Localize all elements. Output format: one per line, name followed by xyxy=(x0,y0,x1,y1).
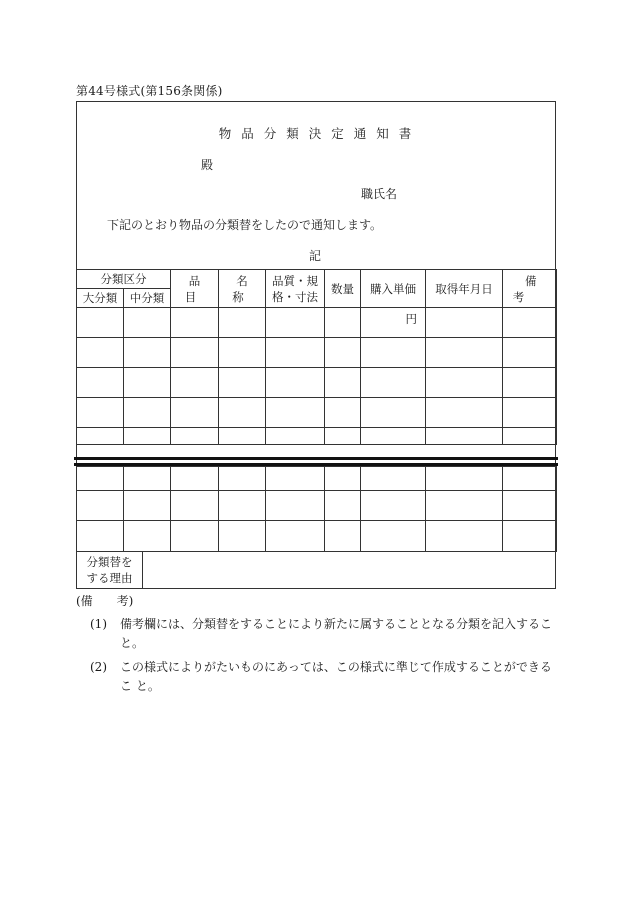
table-row xyxy=(77,467,557,491)
note-number: (2) xyxy=(90,660,107,674)
notice-body-text: 下記のとおり物品の分類替をしたので通知します。 xyxy=(107,218,383,232)
table-cell[interactable] xyxy=(77,398,124,428)
table-cell[interactable] xyxy=(361,428,426,445)
major-class-header: 大分類 xyxy=(77,289,124,308)
table-row xyxy=(77,398,557,428)
table-cell[interactable] xyxy=(171,338,219,368)
officer-name-label: 職氏名 xyxy=(361,187,398,201)
table-cell[interactable] xyxy=(171,521,219,552)
table-cell[interactable] xyxy=(503,398,557,428)
table-cell[interactable] xyxy=(503,491,557,521)
table-cell[interactable] xyxy=(503,521,557,552)
quantity-header: 数量 xyxy=(325,270,361,308)
notes-section xyxy=(76,592,556,701)
table-cell[interactable] xyxy=(124,368,171,398)
table-cell[interactable] xyxy=(266,521,325,552)
note-number: (1) xyxy=(90,617,107,631)
table-cell[interactable] xyxy=(426,467,503,491)
table-cell[interactable] xyxy=(219,467,266,491)
table-cell[interactable] xyxy=(361,398,426,428)
classification-table xyxy=(76,269,592,445)
table-cell[interactable] xyxy=(266,467,325,491)
document-title xyxy=(0,124,630,142)
table-cell[interactable] xyxy=(361,338,426,368)
table-cell[interactable] xyxy=(361,521,426,552)
break-line-upper xyxy=(74,457,558,460)
yen-unit-cell[interactable]: 円 xyxy=(361,308,426,338)
table-cell[interactable] xyxy=(325,338,361,368)
table-cell[interactable] xyxy=(426,308,503,338)
table-cell[interactable] xyxy=(503,308,557,338)
table-cell[interactable] xyxy=(77,521,124,552)
table-cell[interactable] xyxy=(426,368,503,398)
document-title-text: 物品分類決定通知書 xyxy=(218,126,422,141)
table-cell[interactable] xyxy=(266,491,325,521)
classification-group-header: 分類区分 xyxy=(77,270,171,289)
name-header: 名 称 xyxy=(219,270,266,308)
table-cell[interactable] xyxy=(503,338,557,368)
table-cell[interactable] xyxy=(171,491,219,521)
table-cell[interactable] xyxy=(219,491,266,521)
note-text: 備考欄には、分類替をすることにより新たに属することとなる分類を記入するこ と。 xyxy=(120,617,553,650)
table-cell[interactable] xyxy=(266,368,325,398)
table-cell[interactable] xyxy=(219,398,266,428)
acquired-date-header: 取得年月日 xyxy=(426,270,503,308)
table-cell[interactable] xyxy=(77,308,124,338)
reason-input-cell[interactable] xyxy=(143,552,556,589)
table-row xyxy=(77,368,557,398)
table-cell[interactable] xyxy=(325,428,361,445)
table-row xyxy=(77,308,557,338)
table-cell[interactable] xyxy=(124,491,171,521)
table-cell[interactable] xyxy=(266,398,325,428)
table-cell[interactable] xyxy=(124,428,171,445)
note-item xyxy=(90,658,556,696)
table-row xyxy=(77,428,557,445)
table-cell[interactable] xyxy=(361,467,426,491)
remarks-header: 備 考 xyxy=(503,270,557,308)
table-cell[interactable] xyxy=(219,338,266,368)
table-cell[interactable] xyxy=(503,467,557,491)
unit-price-header: 購入単価 xyxy=(361,270,426,308)
note-text: この様式によりがたいものにあっては、この様式に準じて作成することができるこ と。 xyxy=(120,660,552,693)
table-cell[interactable] xyxy=(325,521,361,552)
reason-table xyxy=(76,551,556,589)
table-cell[interactable] xyxy=(503,368,557,398)
addressee-suffix: 殿 xyxy=(201,158,214,172)
table-cell[interactable] xyxy=(426,428,503,445)
table-cell[interactable] xyxy=(426,521,503,552)
table-row xyxy=(77,521,557,552)
table-cell[interactable] xyxy=(219,308,266,338)
table-cell[interactable] xyxy=(266,428,325,445)
table-cell[interactable] xyxy=(219,368,266,398)
table-cell[interactable] xyxy=(77,338,124,368)
note-item xyxy=(90,615,556,653)
table-cell[interactable] xyxy=(325,467,361,491)
table-cell[interactable] xyxy=(124,398,171,428)
table-cell[interactable] xyxy=(77,491,124,521)
form-number-label: 第44号様式(第156条関係) xyxy=(76,84,223,98)
table-cell[interactable] xyxy=(361,368,426,398)
classification-table-continued xyxy=(76,466,557,552)
table-cell[interactable] xyxy=(124,467,171,491)
table-row xyxy=(77,491,557,521)
table-cell[interactable] xyxy=(171,398,219,428)
table-cell[interactable] xyxy=(77,368,124,398)
table-row xyxy=(77,338,557,368)
table-cell[interactable] xyxy=(77,428,124,445)
table-cell[interactable] xyxy=(325,368,361,398)
table-cell[interactable] xyxy=(171,428,219,445)
table-cell[interactable] xyxy=(171,467,219,491)
table-cell[interactable] xyxy=(219,428,266,445)
table-cell[interactable] xyxy=(124,338,171,368)
table-cell[interactable] xyxy=(325,491,361,521)
item-header: 品 目 xyxy=(171,270,219,308)
table-cell[interactable] xyxy=(426,398,503,428)
table-cell[interactable] xyxy=(361,491,426,521)
table-cell[interactable] xyxy=(426,338,503,368)
table-cell[interactable] xyxy=(266,308,325,338)
table-cell[interactable] xyxy=(77,467,124,491)
table-cell[interactable] xyxy=(266,338,325,368)
table-cell[interactable] xyxy=(124,308,171,338)
table-cell[interactable] xyxy=(325,398,361,428)
table-cell[interactable] xyxy=(503,428,557,445)
table-cell[interactable] xyxy=(426,491,503,521)
record-mark: 記 xyxy=(309,249,322,263)
table-cell[interactable] xyxy=(124,521,171,552)
quality-spec-header: 品質・規 格・寸法 xyxy=(266,270,325,308)
notes-heading: (備 考) xyxy=(76,594,134,608)
table-cell[interactable] xyxy=(219,521,266,552)
middle-class-header: 中分類 xyxy=(124,289,171,308)
table-cell[interactable] xyxy=(171,368,219,398)
reason-label: 分類替を する理由 xyxy=(77,552,143,589)
table-cell[interactable] xyxy=(171,308,219,338)
table-cell[interactable] xyxy=(325,308,361,338)
